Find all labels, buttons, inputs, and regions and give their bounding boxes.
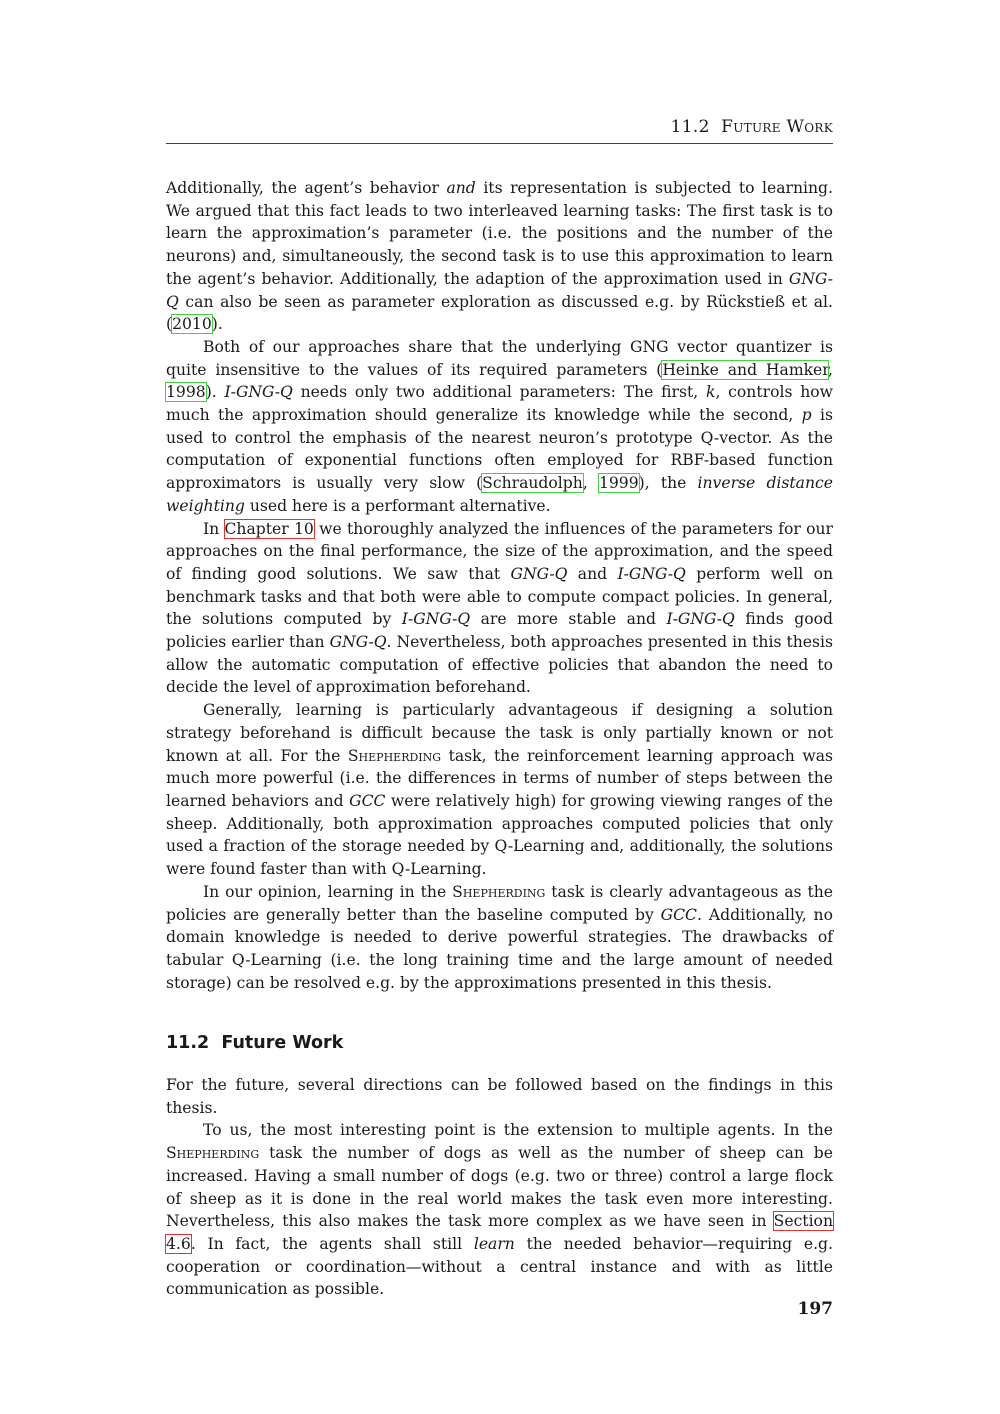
paragraph-3 (166, 518, 833, 700)
emphasis: GCC (660, 905, 697, 924)
paragraph-2 (166, 336, 833, 518)
emphasis: I-GNG-Q (401, 610, 471, 629)
text-run: is used to control the emphasis of the nearest neuron’s prototype Q-vector. As the computation of exponential functions often employed for RBF-based function approximators is usually very slow ( (166, 406, 833, 493)
text-run: ), the (638, 474, 698, 493)
emphasis: inverse distance weighting (166, 474, 833, 515)
emphasis: p (801, 406, 812, 425)
text-run: . In fact, the agents shall still (190, 1234, 474, 1253)
emphasis: I-GNG-Q (666, 610, 735, 629)
citation-link-1998[interactable]: 1998 (166, 383, 206, 402)
text-run: ). (211, 315, 223, 334)
page-body (166, 177, 833, 1301)
text-run: task the number of dogs as well as the number of sheep can be increased. Having a small number of dogs (e.g. two or three) control a large flock of sheep as it is done in the real world makes the task even more interesting. Nevertheless, this also makes the task more complex as we have seen in (166, 1144, 833, 1231)
text-run: task is clearly advantageous as the policies are generally better than the baseline computed by (166, 882, 833, 924)
text-run: , (582, 474, 599, 493)
text-run: needs only two additional parameters: The first, (292, 383, 706, 402)
text-run: finds good policies earlier than (166, 610, 833, 652)
text-run: Both of our approaches share that the underlying GNG vector quantizer is quite insensitive to the values of its required parameters ( (166, 337, 833, 379)
text-run: In our opinion, learning in the (203, 882, 453, 901)
chapter-10-link[interactable]: Chapter 10 (224, 519, 314, 538)
text-run: its representation is subjected to learning. We argued that this fact leads to two interleaved learning tasks: The first task is to learn the approximation’s parameter (i.e. the positions and the number of the neurons) and, simultaneously, the second task is to use this approximation to learn the agent’s behavior. Additionally, the adaption of the approximation used in (166, 179, 833, 288)
page-number: 197 (797, 1299, 833, 1319)
section-4-6-link[interactable]: Section 4.6 (166, 1212, 833, 1253)
emphasis: and (446, 179, 476, 197)
text-run: , (828, 360, 833, 379)
text-run: In (203, 519, 225, 538)
text-run: Generally, learning is particularly advantageous if designing a solution strategy beforehand is difficult because the task is only partially known or not known at all. For the (166, 701, 833, 765)
text-run: the needed behavior—requiring e.g. cooperation or coordination—without a central instance and with as little communication as possible. (166, 1234, 833, 1299)
text-run: can also be seen as parameter exploration as discussed e.g. by Rückstieß et al. ( (166, 292, 833, 334)
running-head-number: 11.2 (670, 117, 710, 137)
text-run: To us, the most interesting point is the extension to multiple agents. In the (203, 1121, 833, 1140)
emphasis: learn (473, 1234, 515, 1253)
emphasis: I-GNG-Q (224, 383, 293, 402)
emphasis: GNG-Q (510, 564, 568, 583)
citation-link-1999[interactable]: 1999 (598, 474, 639, 493)
future-paragraph-2 (166, 1119, 833, 1301)
citation-link-ruckstiess-2010[interactable]: 2010 (172, 315, 212, 334)
future-paragraph-1: For the future, several directions can be followed based on the findings in this thesis. (166, 1076, 833, 1117)
emphasis: I-GNG-Q (617, 564, 686, 583)
emphasis: k (706, 383, 716, 402)
citation-link-schraudolph[interactable]: Schraudolph (482, 474, 583, 493)
emphasis: GNG-Q (166, 269, 833, 311)
citation-link-heinke-hamker[interactable]: Heinke and Hamker (662, 360, 829, 379)
running-head-title: Future Work (721, 117, 833, 137)
text-run: , controls how much the approximation should generalize its knowledge while the second, (166, 383, 834, 425)
text-run: are more stable and (470, 610, 667, 629)
small-caps-term: Shepherding (347, 746, 442, 765)
section-number: 11.2 (166, 1033, 210, 1054)
text-run: . Nevertheless, both approaches presented in this thesis allow the automatic computation of effective policies that abandon the need to decide the level of approximation beforehand. (166, 633, 834, 697)
text-run: Additionally, the agent’s behavior (166, 179, 447, 197)
running-head (166, 117, 833, 144)
text-run: perform well on benchmark tasks and that both were able to compute compact policies. In general, the solutions computed by (166, 564, 834, 629)
emphasis: GNG-Q (329, 633, 387, 652)
section-title: Future Work (221, 1033, 344, 1054)
paragraph-5 (166, 881, 833, 995)
small-caps-term: Shepherding (166, 1144, 260, 1163)
paragraph-1 (166, 177, 833, 336)
text-run: were relatively high) for growing viewing ranges of the sheep. Additionally, both approximation approaches computed policies that only used a fraction of the storage needed by Q-Learning and, additionally, the solutions were found faster than with Q-Learning. (166, 791, 834, 879)
emphasis: GCC (349, 791, 386, 810)
text-run: we thoroughly analyzed the influences of the parameters for our approaches on the final performance, the size of the approximation, and the speed of finding good solutions. We saw that (166, 519, 833, 583)
text-run: used here is a performant alternative. (244, 496, 551, 515)
small-caps-term: Shepherding (452, 882, 546, 901)
text-run: task, the reinforcement learning approach was much more powerful (i.e. the differences in terms of number of steps between the learned behaviors and (166, 746, 833, 810)
text-run: . Additionally, no domain knowledge is needed to derive powerful strategies. The drawbacks of tabular Q-Learning (i.e. the long training time and the large amount of needed storage) can be resolved e.g. by the approximations presented in this thesis. (166, 905, 833, 992)
text-run: ). (205, 383, 225, 402)
paragraph-4 (166, 699, 833, 881)
text-run: and (567, 564, 618, 583)
section-heading (166, 1032, 833, 1055)
